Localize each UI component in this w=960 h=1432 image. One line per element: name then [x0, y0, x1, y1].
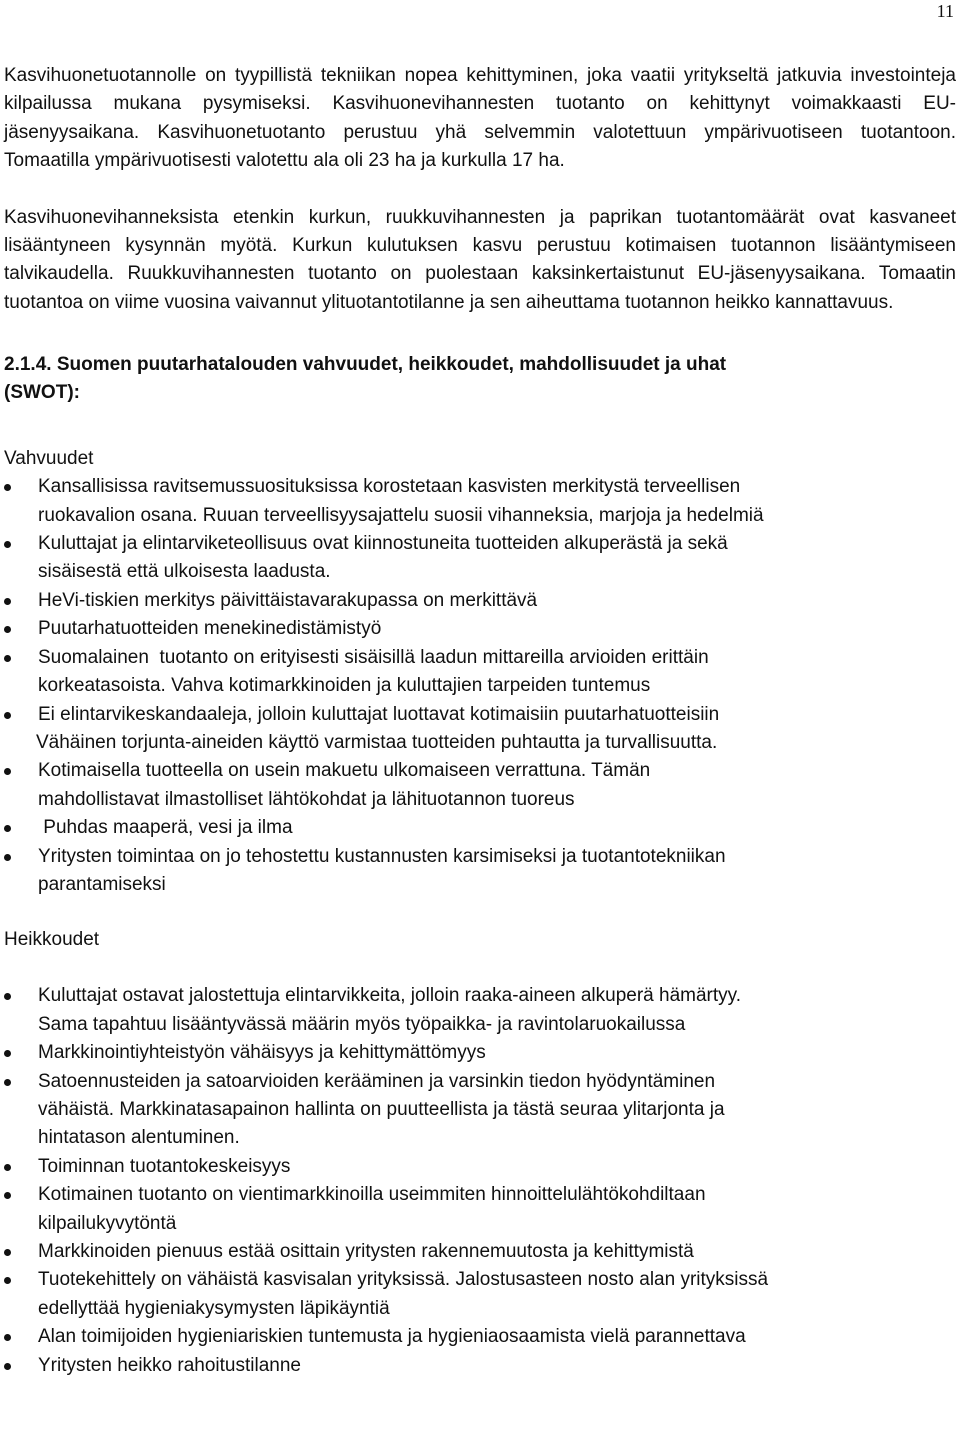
bullet-dot-icon — [4, 1277, 11, 1284]
weakness-item — [4, 1039, 956, 1067]
strength-item — [4, 814, 956, 842]
strength-item-line: Puutarhatuotteiden menekinedistämistyö — [38, 618, 382, 640]
weakness-item — [4, 1238, 956, 1266]
weakness-item-line: Toiminnan tuotantokeskeisyys — [38, 1155, 291, 1177]
bullet-dot-icon — [4, 484, 11, 491]
weakness-item-line: Markkinointiyhteistyön vähäisyys ja kehittymättömyys — [38, 1042, 486, 1064]
strength-item — [4, 843, 956, 900]
weakness-item-line: Kuluttajat ostavat jalostettuja elintarvikkeita, jolloin raaka-aineen alkuperä hämärtyy. — [38, 985, 742, 1007]
weakness-item — [4, 1153, 956, 1181]
weakness-item — [4, 1068, 956, 1153]
weakness-item — [4, 1181, 956, 1238]
weakness-item-line: Markkinoiden pienuus estää osittain yritysten rakennemuutosta ja kehittymistä — [38, 1241, 694, 1262]
weakness-item — [4, 1352, 956, 1380]
weakness-item-line: hintatason alentuminen. — [38, 1127, 240, 1149]
bullet-dot-icon — [4, 626, 11, 633]
weakness-item-line: edellyttää hygieniakysymysten läpikäyntiä — [38, 1297, 390, 1319]
strength-item-line: sisäisestä että ulkoisesta laadusta. — [38, 561, 331, 583]
weaknesses-list — [4, 982, 956, 1380]
weakness-item-line: Alan toimijoiden hygieniariskien tuntemusta ja hygieniaosaamista vielä parannettava — [38, 1326, 746, 1348]
bullet-dot-icon — [4, 1050, 11, 1057]
strength-item — [4, 473, 956, 530]
strength-item-line: mahdollistavat ilmastolliset lähtökohdat ja lähituotannon tuoreus — [38, 788, 575, 810]
strength-item-line: korkeatasoista. Vahva kotimarkkinoiden ja kuluttajien tarpeiden tuntemus — [38, 675, 651, 697]
strength-item-line: ruokavalion osana. Ruuan terveellisyysajattelu suosii vihanneksia, marjoja ja hedelmiä — [38, 504, 764, 526]
weakness-item-line: kilpailukyvytöntä — [38, 1212, 177, 1234]
swot-heading-line2: (SWOT): — [4, 382, 80, 404]
bullet-dot-icon — [4, 655, 11, 662]
weakness-item-line: Satoennusteiden ja satoarvioiden kerääminen ja varsinkin tiedon hyödyntäminen — [38, 1070, 716, 1092]
strength-item-line: Yritysten toimintaa on jo tehostettu kustannusten karsimiseksi ja tuotantotekniikan — [38, 845, 726, 867]
weakness-item — [4, 982, 956, 1039]
weakness-item-line: Yritysten heikko rahoitustilanne — [38, 1354, 301, 1376]
weakness-item-line: Tuotekehittely on vähäistä kasvisalan yrityksissä. Jalostusasteen nosto alan yrityksissä — [38, 1269, 769, 1291]
strength-item — [4, 757, 956, 814]
weakness-item — [4, 1266, 956, 1323]
bullet-dot-icon — [4, 768, 11, 775]
strength-item-line: HeVi-tiskien merkitys päivittäistavarakupassa on merkittävä — [38, 589, 538, 611]
bullet-dot-icon — [4, 1079, 11, 1086]
bullet-dot-icon — [4, 993, 11, 1000]
strength-item-line: Kansallisissa ravitsemussuosituksissa korostetaan kasvisten merkitystä terveellisen — [38, 476, 741, 498]
paragraph-greenhouse-production: Kasvihuonetuotannolle on tyypillistä tekniikan nopea kehittyminen, joka vaatii yritykseltä jatkuvia investointeja kilpailussa mukana pysymiseksi. Kasvihuonevihannesten tuotanto on kehittynyt voimakkaasti EU-jäsenyysaikana. Kasvihuonetuotanto perustuu yhä selvemmin valotettuun ympärivuotiseen tuotantoon. Tomaatilla ympärivuotisesti valotettu ala oli 23 ha ja kurkulla 17 ha. — [4, 65, 956, 172]
swot-heading — [4, 351, 956, 407]
weakness-item-line: Kotimainen tuotanto on vientimarkkinoilla useimmiten hinnoittelulähtökohdiltaan — [38, 1184, 706, 1206]
strength-item — [4, 644, 956, 701]
weaknesses-label: Heikkoudet — [4, 929, 100, 951]
bullet-dot-icon — [4, 712, 11, 719]
strength-item — [4, 587, 956, 615]
bullet-dot-icon — [4, 1334, 11, 1341]
strengths-list — [4, 473, 956, 899]
strength-item-line: Kuluttajat ja elintarviketeollisuus ovat kiinnostuneita tuotteiden alkuperästä ja sekä — [38, 533, 728, 555]
page-content — [4, 62, 956, 1380]
strength-item-line: Vähäinen torjunta-aineiden käyttö varmistaa tuotteiden puhtautta ja turvallisuutta. — [36, 731, 718, 753]
bullet-dot-icon — [4, 854, 11, 861]
strength-item-line: Kotimaisella tuotteella on usein makuetu ulkomaiseen verrattuna. Tämän — [38, 760, 651, 782]
strength-item — [4, 530, 956, 587]
strength-item-line: Ei elintarvikeskandaaleja, jolloin kuluttajat luottavat kotimaisiin puutarhatuotteisiin — [38, 703, 720, 725]
strength-item — [4, 701, 956, 758]
bullet-dot-icon — [4, 825, 11, 832]
strength-item-line: Suomalainen tuotanto on erityisesti sisäisillä laadun mittareilla arvioiden erittäin — [38, 646, 709, 668]
strength-item — [4, 615, 956, 643]
strength-item-line: Puhdas maaperä, vesi ja ilma — [38, 817, 293, 839]
bullet-dot-icon — [4, 1164, 11, 1171]
weakness-item — [4, 1323, 956, 1351]
weakness-item-line: Sama tapahtuu lisääntyvässä määrin myös työpaikka- ja ravintolaruokailussa — [38, 1013, 686, 1035]
strengths-label: Vahvuudet — [4, 448, 94, 470]
bullet-dot-icon — [4, 1249, 11, 1256]
swot-heading-line1: 2.1.4. Suomen puutarhatalouden vahvuudet, heikkoudet, mahdollisuudet ja uhat — [4, 354, 727, 376]
bullet-dot-icon — [4, 541, 11, 548]
strength-item-line: parantamiseksi — [38, 873, 166, 895]
bullet-dot-icon — [4, 598, 11, 605]
paragraph-greenhouse-vegetables: Kasvihuonevihanneksista etenkin kurkun, ruukkuvihannesten ja paprikan tuotantomäärät ovat kasvaneet lisääntyneen kysynnän myötä. Kurkun kulutuksen kasvu perustuu kotimaisen tuotannon lisääntymiseen talvikaudella. Ruukkuvihannesten tuotanto on puolestaan kaksinkertaistunut EU-jäsenyysaikana. Tomaatin tuotantoa on viime vuosina vaivannut ylituotantotilanne ja sen aiheuttama tuotannon heikko kannattavuus. — [4, 206, 956, 313]
bullet-dot-icon — [4, 1192, 11, 1199]
bullet-dot-icon — [4, 1363, 11, 1370]
page-number: 11 — [936, 1, 954, 21]
weakness-item-line: vähäistä. Markkinatasapainon hallinta on puutteellista ja tästä seuraa ylitarjonta ja — [38, 1098, 725, 1120]
